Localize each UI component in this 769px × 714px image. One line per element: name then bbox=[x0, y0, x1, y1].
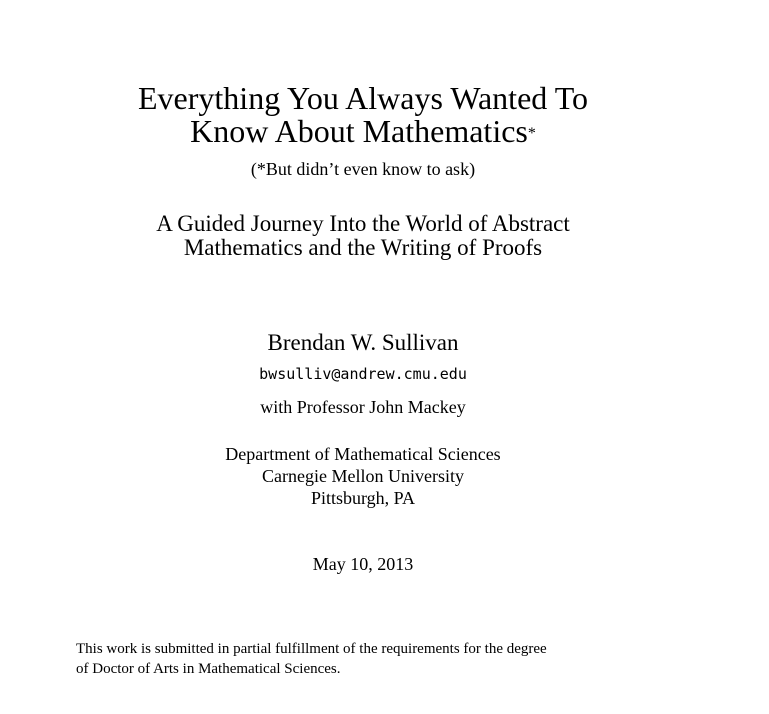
author-email: bwsulliv@andrew.cmu.edu bbox=[259, 365, 467, 383]
title-line-1: Everything You Always Wanted To bbox=[138, 80, 588, 116]
affiliation-university: Carnegie Mellon University bbox=[262, 466, 464, 486]
advisor-line: with Professor John Mackey bbox=[260, 397, 466, 417]
degree-note-line-1: This work is submitted in partial fulfillment of the requirements for the degree bbox=[76, 641, 547, 657]
affiliation-location: Pittsburgh, PA bbox=[310, 488, 416, 508]
document-subtitle bbox=[0, 212, 726, 260]
title-footnote-marker: * bbox=[527, 125, 536, 142]
degree-note bbox=[76, 639, 736, 679]
document-date: May 10, 2013 bbox=[312, 554, 414, 574]
title-tagline: (*But didn’t even know to ask) bbox=[250, 159, 476, 179]
subtitle-line-2: Mathematics and the Writing of Proofs bbox=[183, 235, 543, 260]
title-line-2 bbox=[0, 115, 726, 150]
affiliation bbox=[0, 443, 726, 509]
subtitle-line-1: A Guided Journey Into the World of Abstract bbox=[156, 211, 570, 236]
degree-note-line-2: of Doctor of Arts in Mathematical Sciences. bbox=[76, 661, 341, 677]
affiliation-department: Department of Mathematical Sciences bbox=[225, 444, 501, 464]
title-line-2-text: Know About Mathematics bbox=[190, 113, 528, 149]
document-title bbox=[0, 82, 726, 150]
author-name: Brendan W. Sullivan bbox=[267, 330, 459, 355]
